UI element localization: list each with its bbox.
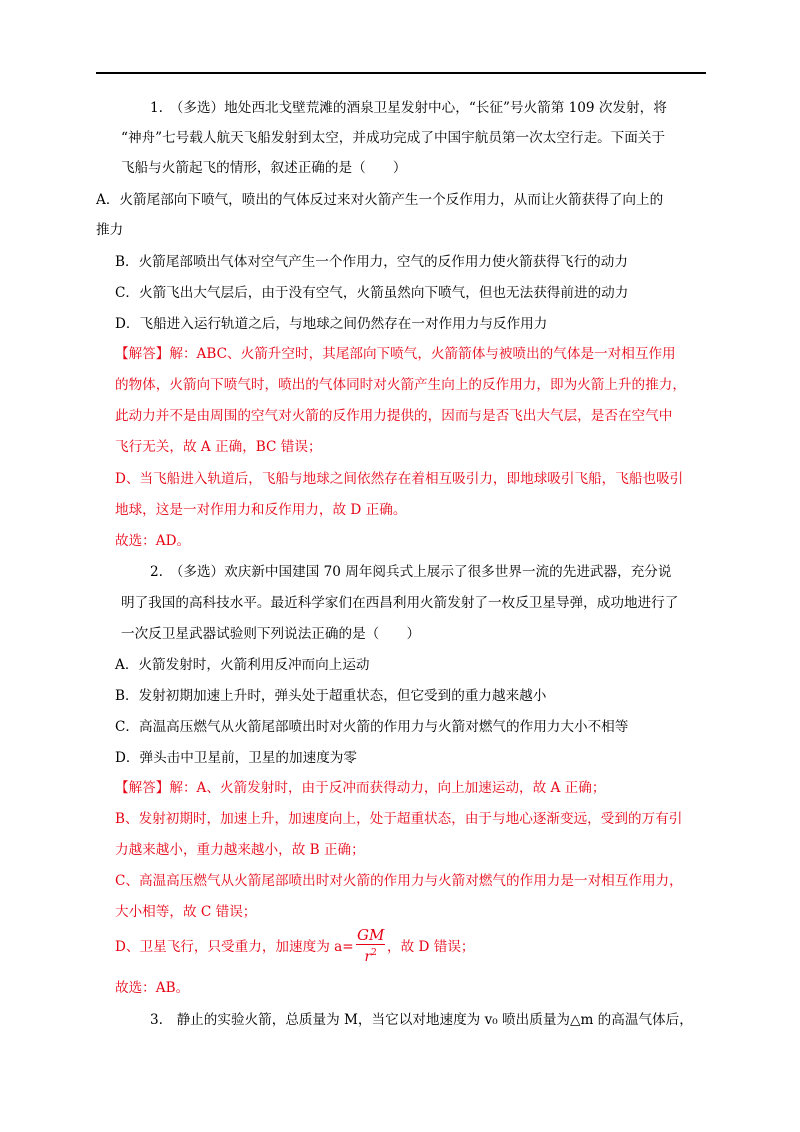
q1-option-a: A．火箭尾部向下喷气，喷出的气体反过来对火箭产生一个反作用力，从而让火箭获得了向上的	[96, 192, 664, 208]
formula-numerator: GM	[357, 926, 385, 944]
q1-answer-line-5: D、当飞船进入轨道后，飞船与地球之间依然存在着相互吸引力，即地球吸引飞船，飞船也吸引	[115, 471, 684, 487]
q2-stem-line-3: 一次反卫星武器试验则下列说法正确的是（ ）	[121, 626, 421, 642]
q1-answer-line-6: 地球，这是一对作用力和反作用力，故 D 正确。	[115, 502, 407, 518]
q2-answer-line-5: 大小相等，故 C 错误；	[115, 904, 257, 920]
q2-answer-line-6-post: ，故 D 错误；	[387, 939, 475, 955]
q2-answer-line-2: B、发射初期时，加速上升，加速度向上，处于超重状态，由于与地心逐渐变远，受到的万有引	[115, 811, 683, 827]
q1-choice: 故选：AD。	[115, 533, 191, 549]
q1-option-b: B．火箭尾部喷出气体对空气产生一个作用力，空气的反作用力使火箭获得飞行的动力	[115, 254, 628, 270]
formula-exponent: 2	[371, 948, 377, 958]
q1-answer-line-3: 此动力并不是由周围的空气对火箭的反作用力提供的，因而与是否飞出大气层，是否在空气中	[115, 408, 673, 424]
q2-answer-line-1: 【解答】解：A、火箭发射时，由于反冲而获得动力，向上加速运动，故 A 正确；	[115, 780, 606, 796]
q2-option-b: B．发射初期加速上升时，弹头处于超重状态，但它受到的重力越来越小	[115, 688, 547, 704]
q2-answer-line-4: C、高温高压燃气从火箭尾部喷出时对火箭的作用力与火箭对燃气的作用力是一对相互作用力，	[115, 873, 683, 889]
q2-answer-line-3: 力越来越小，重力越来越小，故 B 正确；	[115, 842, 365, 858]
q1-stem-line-3: 飞船与火箭起飞的情形，叙述正确的是（ ）	[121, 160, 407, 176]
formula-gm-over-r-squared	[356, 927, 385, 966]
header-rule	[96, 72, 706, 74]
formula-denominator	[356, 945, 385, 966]
q2-option-a: A．火箭发射时，火箭利用反冲而向上运动	[115, 657, 370, 673]
q1-option-a-cont: 推力	[96, 222, 124, 238]
q1-answer-line-4: 飞行无关，故 A 正确，BC 错误；	[115, 439, 322, 455]
q1-stem-line-2: “神舟”七号载人航天飞船发射到太空，并成功完成了中国宇航员第一次太空行走。下面关于	[121, 130, 666, 146]
q1-option-c: C．火箭飞出大气层后，由于没有空气，火箭虽然向下喷气，但也无法获得前进的动力	[115, 285, 629, 301]
q1-answer-line-1: 【解答】解：ABC、火箭升空时，其尾部向下喷气，火箭箭体与被喷出的气体是一对相互作用	[115, 346, 676, 362]
q1-stem-line-1: 1. （多选）地处西北戈壁荒滩的酒泉卫星发射中心，“长征”号火箭第 109 次发射，将	[150, 100, 667, 116]
q2-option-c: C．高温高压燃气从火箭尾部喷出时对火箭的作用力与火箭对燃气的作用力大小不相等	[115, 719, 629, 735]
q3-stem-line-1: 3. 静止的实验火箭，总质量为 M，当它以对地速度为 v₀ 喷出质量为△m 的高温气体后，	[150, 1012, 693, 1028]
q2-answer-line-6-pre: D、卫星飞行，只受重力，加速度为 a=	[115, 939, 354, 955]
q2-option-d: D．弹头击中卫星前，卫星的加速度为零	[115, 750, 357, 766]
q2-choice: 故选：AB。	[115, 980, 190, 996]
q2-stem-line-1: 2. （多选）欢庆新中国建国 70 周年阅兵式上展示了很多世界一流的先进武器，充分说	[150, 564, 672, 580]
formula-denominator-base: r	[364, 949, 372, 965]
q1-answer-line-2: 的物体，火箭向下喷气时，喷出的气体同时对火箭产生向上的反作用力，即为火箭上升的推力，	[115, 377, 686, 393]
q1-option-d: D．飞船进入运行轨道之后，与地球之间仍然存在一对作用力与反作用力	[115, 316, 548, 332]
q2-stem-line-2: 明了我国的高科技水平。最近科学家们在西昌利用火箭发射了一枚反卫星导弹，成功地进行了	[121, 595, 679, 611]
